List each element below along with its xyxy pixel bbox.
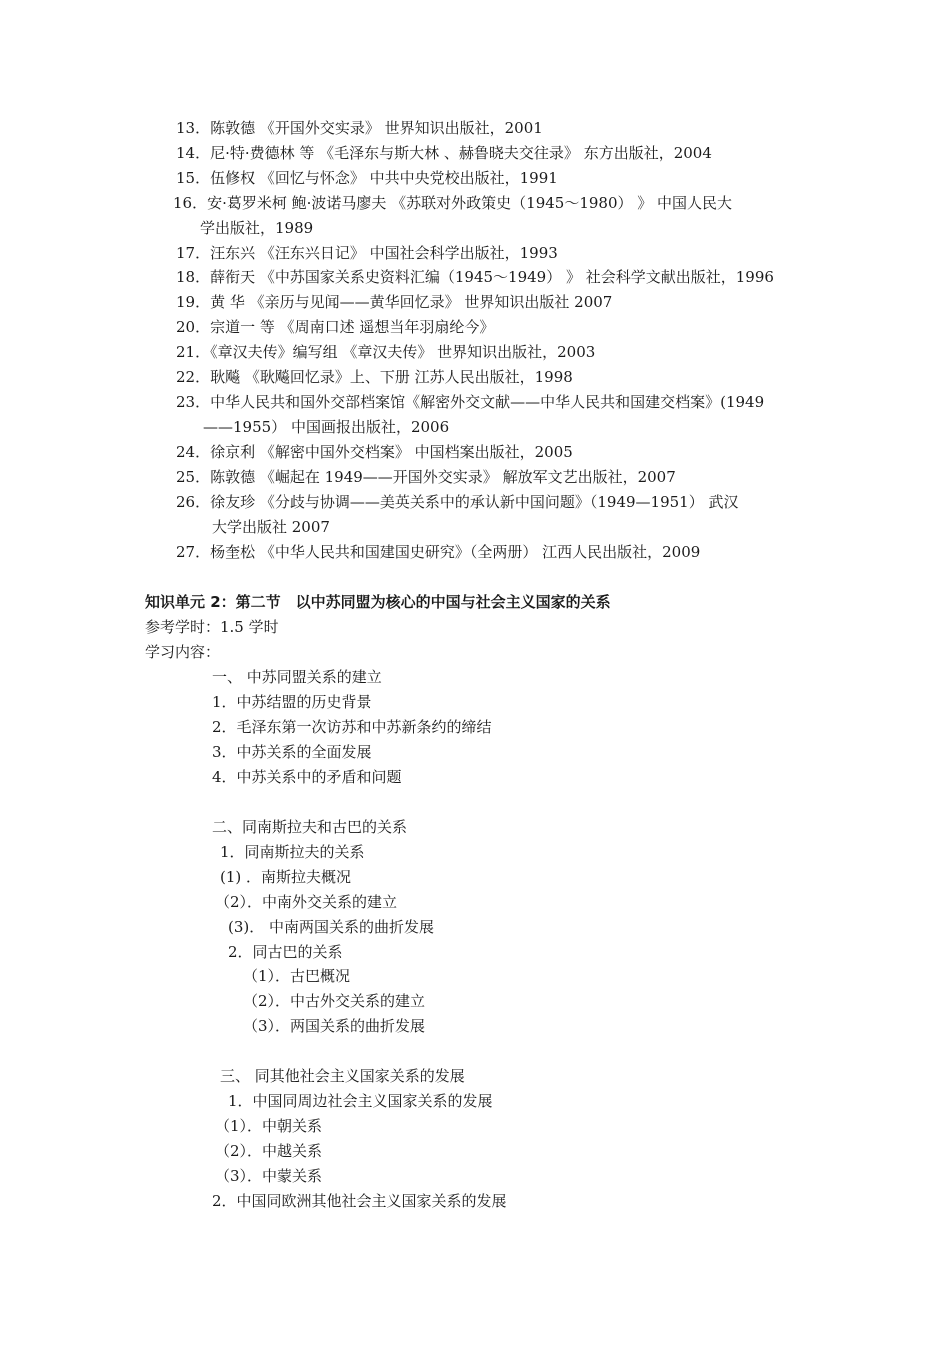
reference-item-23-cont: ——1955） 中国画报出版社，2006	[203, 418, 450, 436]
reference-item-17: 17．汪东兴 《汪东兴日记》 中国社会科学出版社，1993	[176, 244, 558, 262]
outline-item: 2．同古巴的关系	[228, 943, 343, 961]
reference-item-20: 20．宗道一 等 《周南口述 遥想当年羽扇纶今》	[176, 318, 495, 336]
reference-item-19: 19．黄 华 《亲历与见闻——黄华回忆录》 世界知识出版社 2007	[176, 293, 613, 311]
reference-item-16: 16．安·葛罗米柯 鲍·波诺马廖夫 《苏联对外政策史（1945～1980） 》 中国人民大	[173, 194, 733, 212]
outline-subitem: (1) ．南斯拉夫概况	[220, 868, 352, 886]
outline-subitem: （1）．中朝关系	[215, 1117, 323, 1135]
outline-subitem: （3）．两国关系的曲折发展	[243, 1017, 426, 1035]
reference-item-26-cont: 大学出版社 2007	[212, 518, 330, 536]
outline-part-3: 三、 同其他社会主义国家关系的发展	[220, 1067, 465, 1085]
reference-item-25: 25．陈敦德 《崛起在 1949——开国外交实录》 解放军文艺出版社，2007	[176, 468, 676, 486]
outline-item: 4．中苏关系中的矛盾和问题	[212, 768, 402, 786]
outline-subitem: （2）．中古外交关系的建立	[243, 992, 426, 1010]
study-hours: 参考学时：1.5 学时	[145, 618, 279, 636]
reference-item-27: 27．杨奎松 《中华人民共和国建国史研究》（全两册） 江西人民出版社，2009	[176, 543, 701, 561]
outline-subitem: （3）．中蒙关系	[215, 1167, 323, 1185]
reference-item-13: 13．陈敦德 《开国外交实录》 世界知识出版社，2001	[176, 119, 543, 137]
outline-subitem: （1）．古巴概况	[243, 967, 351, 985]
reference-item-24: 24．徐京利 《解密中国外交档案》 中国档案出版社，2005	[176, 443, 573, 461]
reference-item-15: 15．伍修权 《回忆与怀念》 中共中央党校出版社，1991	[176, 169, 558, 187]
outline-item: 1．中苏结盟的历史背景	[212, 693, 372, 711]
reference-item-23: 23．中华人民共和国外交部档案馆《解密外交文献——中华人民共和国建交档案》(1949	[176, 393, 765, 411]
outline-item: 3．中苏关系的全面发展	[212, 743, 372, 761]
content-label: 学习内容：	[145, 643, 221, 661]
outline-item: 2．毛泽东第一次访苏和中苏新条约的缔结	[212, 718, 492, 736]
outline-subitem: （2）．中越关系	[215, 1142, 323, 1160]
outline-subitem: (3)． 中南两国关系的曲折发展	[228, 918, 435, 936]
reference-item-21: 21．《章汉夫传》编写组 《章汉夫传》 世界知识出版社，2003	[176, 343, 596, 361]
outline-part-1: 一、 中苏同盟关系的建立	[212, 668, 382, 686]
section-heading: 知识单元 2：第二节 以中苏同盟为核心的中国与社会主义国家的关系	[145, 593, 611, 611]
reference-item-14: 14．尼·特·费德林 等 《毛泽东与斯大林 、赫鲁晓夫交往录》 东方出版社，2004	[176, 144, 712, 162]
outline-subitem: （2）．中南外交关系的建立	[215, 893, 398, 911]
outline-item: 2．中国同欧洲其他社会主义国家关系的发展	[212, 1192, 507, 1210]
reference-item-18: 18．薛衔天 《中苏国家关系史资料汇编（1945～1949） 》 社会科学文献出版社，1996	[176, 268, 774, 286]
reference-item-16-cont: 学出版社，1989	[200, 219, 314, 237]
outline-part-2: 二、同南斯拉夫和古巴的关系	[212, 818, 408, 836]
reference-item-22: 22．耿飚 《耿飚回忆录》上、下册 江苏人民出版社，1998	[176, 368, 573, 386]
reference-item-26: 26．徐友珍 《分歧与协调——美英关系中的承认新中国问题》（1949—1951） 武汉	[176, 493, 739, 511]
outline-item: 1．中国同周边社会主义国家关系的发展	[228, 1092, 493, 1110]
outline-item: 1．同南斯拉夫的关系	[220, 843, 365, 861]
